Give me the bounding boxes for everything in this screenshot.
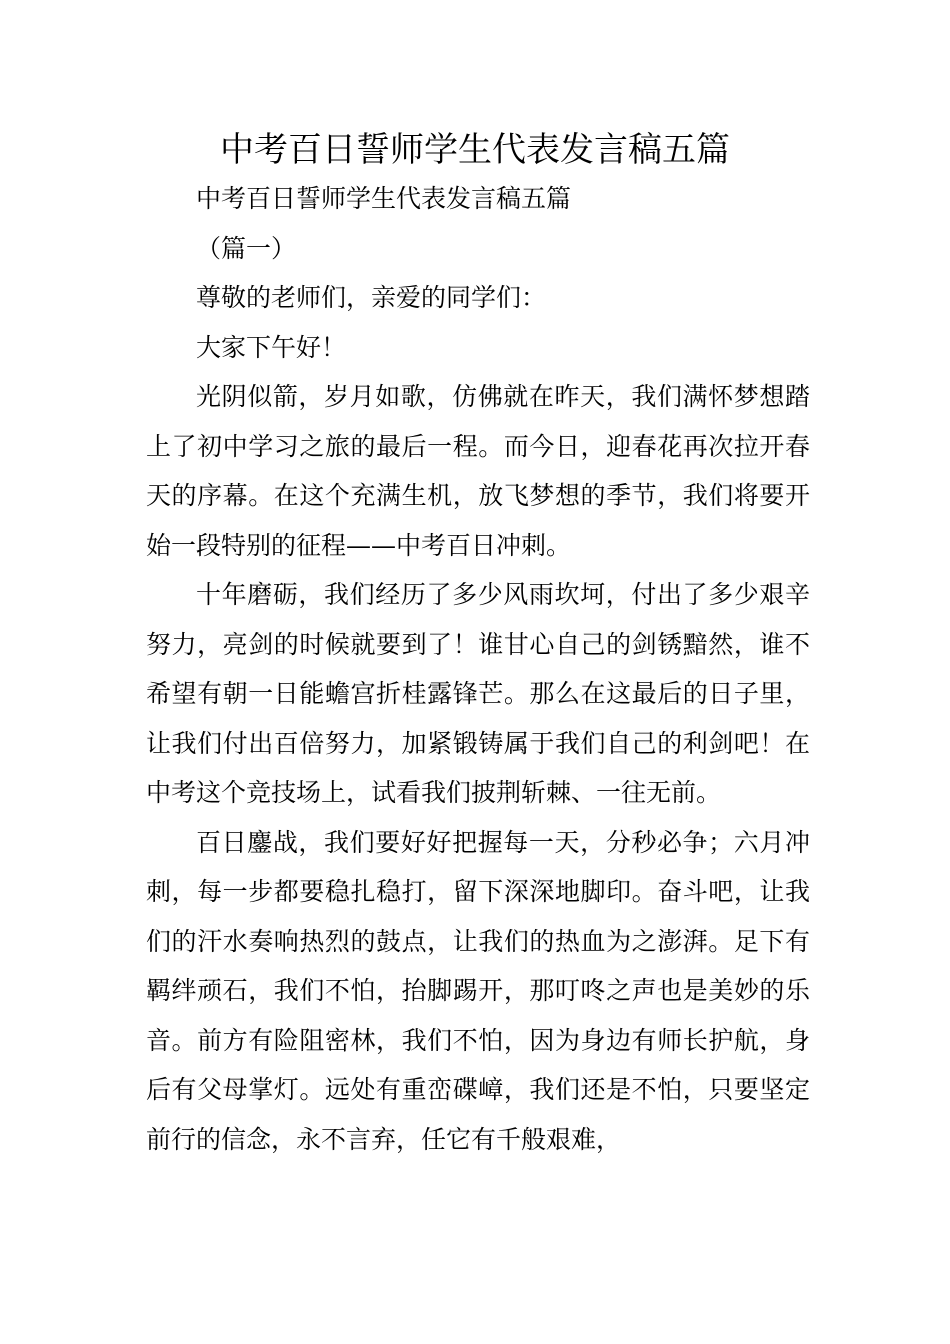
greeting: 大家下午好！: [196, 332, 347, 362]
salutation: 尊敬的老师们，亲爱的同学们：: [196, 283, 547, 312]
body-paragraph: 光阴似箭，岁月如歌，仿佛就在昨天，我们满怀梦想踏上了初中学习之旅的最后一程。而今日，迎春花再次拉开春天的序幕。在这个充满生机，放飞梦想的季节，我们将要开始一段特别的征程——中考百日冲刺。: [146, 382, 810, 560]
document-title: 中考百日誓师学生代表发言稿五篇: [220, 130, 730, 170]
section-label: （篇一）: [196, 233, 297, 263]
body-paragraph: 十年磨砺，我们经历了多少风雨坎坷，付出了多少艰辛努力，亮剑的时候就要到了！谁甘心自己的剑锈黯然，谁不希望有朝一日能蟾宫折桂露锋芒。那么在这最后的日子里，让我们付出百倍努力，加紧锻铸属于我们自己的利剑吧！在中考这个竞技场上，试看我们披荆斩棘、一往无前。: [146, 580, 810, 807]
body-paragraph: 百日鏖战，我们要好好把握每一天，分秒必争；六月冲刺，每一步都要稳扎稳打，留下深深地脚印。奋斗吧，让我们的汗水奏响热烈的鼓点，让我们的热血为之澎湃。足下有羁绊顽石，我们不怕，抬脚踢开，那叮咚之声也是美妙的乐音。前方有险阻密林，我们不怕，因为身边有师长护航，身后有父母掌灯。远处有重峦碟嶂，我们还是不怕，只要坚定前行的信念，永不言弃，任它有千般艰难，: [146, 827, 810, 1154]
subtitle-paragraph: 中考百日誓师学生代表发言稿五篇: [196, 184, 572, 213]
document-body: [146, 174, 810, 1164]
